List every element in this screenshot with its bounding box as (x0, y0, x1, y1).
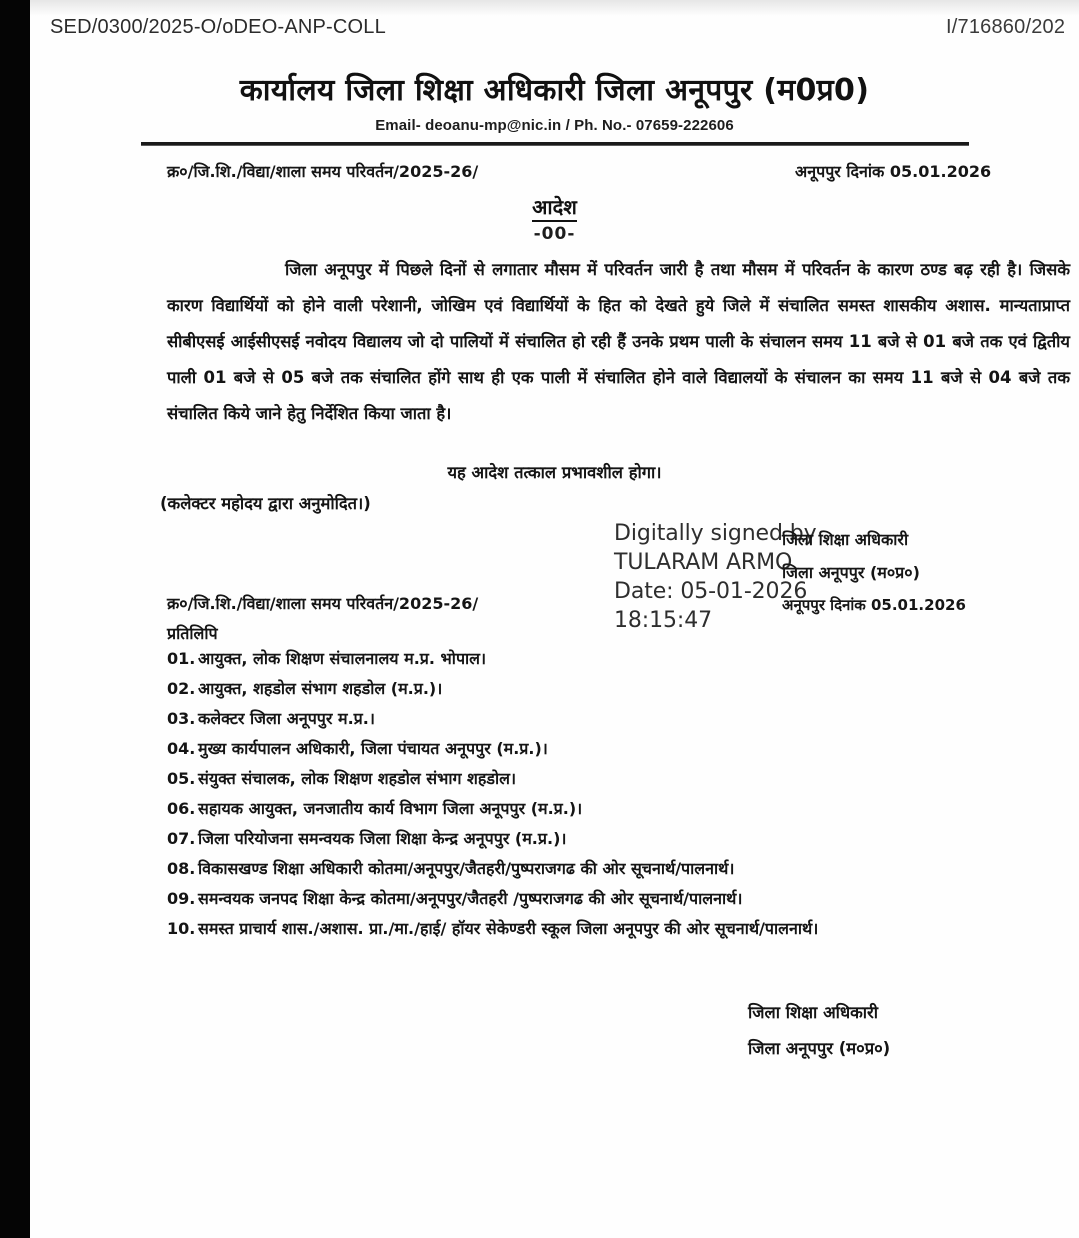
file-tracking-code: SED/0300/2025-O/oDEO-ANP-COLL (50, 16, 386, 38)
list-item-text: संयुक्त संचालक, लोक शिक्षण शहडोल संभाग शहडोल। (198, 769, 517, 788)
copy-reference-number: क्र०/जि.शि./विद्या/शाला समय परिवर्तन/2025-26/ (167, 594, 479, 613)
document-sheet (30, 0, 1079, 1238)
list-item-text: समस्त प्राचार्य शास./अशास. प्रा./मा./हाई/ हॉयर सेकेण्डरी स्कूल जिला अनूपपुर की ओर सूचनार्थ/पालनार्थ। (198, 919, 819, 938)
office-contact-line: Email- deoanu-mp@nic.in / Ph. No.- 07659-222606 (375, 116, 734, 134)
list-item-number: 05. (167, 769, 196, 788)
scan-edge-shadow (0, 0, 30, 1238)
list-item-number: 03. (167, 709, 196, 728)
list-item-number: 08. (167, 859, 196, 878)
order-heading-dash: -00- (533, 224, 576, 244)
list-item-text: मुख्य कार्यपालन अधिकारी, जिला पंचायत अनूपपुर (म.प्र.)। (198, 739, 548, 758)
signatory-designation-top: जिला शिक्षा अधिकारी (782, 530, 909, 549)
list-item (167, 824, 1027, 854)
list-item-number: 10. (167, 919, 196, 938)
dsc-time: 18:15:47 (614, 608, 713, 633)
order-heading-text: आदेश (532, 195, 577, 222)
list-item (167, 674, 1027, 704)
dsc-signer-name: TULARAM ARMO (614, 550, 793, 575)
signature-block-bottom (748, 995, 890, 1067)
list-item (167, 704, 1027, 734)
list-item-text: विकासखण्ड शिक्षा अधिकारी कोतमा/अनूपपुर/जैतहरी/पुष्पराजगढ की ओर सूचनार्थ/पालनार्थ। (198, 859, 735, 878)
order-body-text: जिला अनूपपुर में पिछले दिनों से लगातार मौसम में परिवर्तन जारी है तथा मौसम में परिवर्तन के कारण ठण्ड बढ़ रही है। जिसके कारण विद्यार्थियों को होने वाली परेशानी, जोखिम एवं विद्यार्थियों के हित को देखते हुये जिले में संचालित समस्त शासकीय अशास. मान्यताप्राप्त सीबीएसई आईसीएसई नवोदय विद्यालय जो दो पालियों में संचालित हो रही हैं उनके प्रथम पाली के संचालन समय 11 बजे से 01 बजे तक एवं द्वितीय पाली 01 बजे से 05 बजे तक संचालित होंगे साथ ही एक पाली में संचालित होने वाले विद्यालयों के संचालन का समय 11 बजे से 04 बजे तक संचालित किये जाने हेतु निर्देशित किया जाता है। (167, 260, 1070, 423)
list-item-text: सहायक आयुक्त, जनजातीय कार्य विभाग जिला अनूपपुर (म.प्र.)। (198, 799, 583, 818)
list-item-number: 07. (167, 829, 196, 848)
copy-reference-block (167, 589, 478, 649)
top-stamp-row (30, 16, 1079, 46)
list-item-number: 01. (167, 649, 196, 668)
reference-number: क्र०/जि.शि./विद्या/शाला समय परिवर्तन/2025-26/ (167, 162, 479, 181)
signatory-designation-bottom: जिला शिक्षा अधिकारी (748, 1003, 879, 1022)
reference-row (30, 160, 1079, 186)
list-item-text: जिला परियोजना समन्वयक जिला शिक्षा केन्द्र अनूपपुर (म.प्र.)। (198, 829, 567, 848)
effective-immediately-line: यह आदेश तत्काल प्रभावशील होगा। (447, 463, 662, 482)
list-item (167, 734, 1027, 764)
dsc-signed-by-label: Digitally signed by (614, 521, 817, 546)
list-item-number: 04. (167, 739, 196, 758)
dispatch-number: I/716860/202 (946, 16, 1066, 38)
signatory-district-bottom: जिला अनूपपुर (म०प्र०) (748, 1039, 891, 1058)
office-title: कार्यालय जिला शिक्षा अधिकारी जिला अनूपपुर (म0प्र0) (239, 73, 870, 108)
letterhead-divider (141, 142, 969, 146)
order-heading (30, 193, 1079, 220)
signatory-district-top: जिला अनूपपुर (म०प्र०) (782, 563, 920, 582)
signatory-place-date-top: अनूपपुर दिनांक 05.01.2026 (782, 596, 966, 614)
order-body (167, 252, 1070, 432)
distribution-list (167, 644, 1027, 944)
list-item (167, 884, 1027, 914)
list-item (167, 764, 1027, 794)
list-item (167, 644, 1027, 674)
reference-place-date: अनूपपुर दिनांक 05.01.2026 (795, 162, 992, 181)
list-item-text: कलेक्टर जिला अनूपपुर म.प्र.। (198, 709, 375, 728)
copy-label: प्रतिलिपि (167, 624, 218, 643)
list-item (167, 914, 1027, 944)
list-item-number: 02. (167, 679, 196, 698)
order-body-paragraph (167, 252, 1070, 432)
list-item-text: आयुक्त, शहडोल संभाग शहडोल (म.प्र.)। (198, 679, 443, 698)
scan-top-gradient (30, 0, 1079, 16)
list-item-text: समन्वयक जनपद शिक्षा केन्द्र कोतमा/अनूपपुर/जैतहरी /पुष्पराजगढ की ओर सूचनार्थ/पालनार्थ। (198, 889, 743, 908)
collector-approval-line: (कलेक्टर महोदय द्वारा अनुमोदित।) (160, 494, 371, 513)
list-item (167, 794, 1027, 824)
list-item (167, 854, 1027, 884)
letterhead (30, 72, 1079, 146)
list-item-text: आयुक्त, लोक शिक्षण संचालनालय म.प्र. भोपाल। (198, 649, 487, 668)
list-item-number: 06. (167, 799, 196, 818)
signature-block-top (782, 523, 966, 622)
dsc-date: Date: 05-01-2026 (614, 579, 808, 604)
list-item-number: 09. (167, 889, 196, 908)
